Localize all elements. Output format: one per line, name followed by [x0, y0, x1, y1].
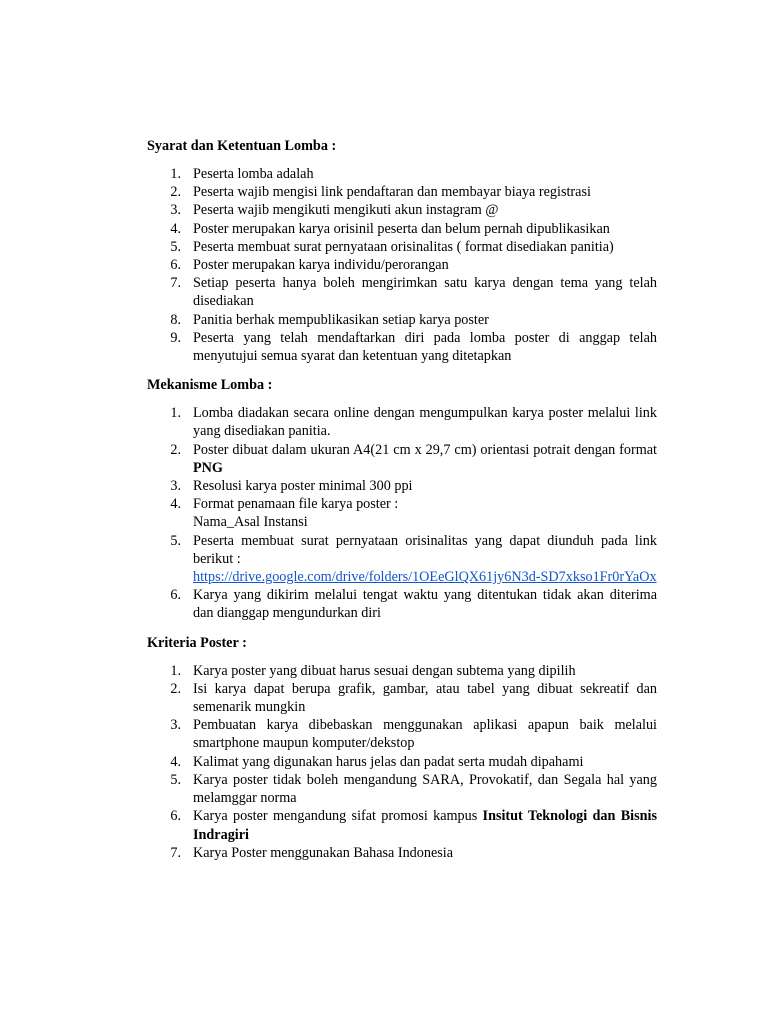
list-item: [147, 753, 657, 771]
list-number: 2.: [170, 680, 181, 697]
format-png-bold: PNG: [193, 459, 223, 476]
section-spacer: [147, 623, 657, 634]
list-number: 1.: [170, 166, 181, 182]
list-number: 2.: [170, 441, 181, 458]
list-item-text: Peserta yang telah mendaftarkan diri pada lomba poster di anggap telah menyutujui semua syarat dan ketentuan yang ditetapkan: [193, 329, 657, 365]
list-item-text: Poster dibuat dalam ukuran A4(21 cm x 29,7 cm) orientasi potrait dengan format: [193, 441, 657, 458]
list-item: [147, 495, 657, 531]
list-item: [147, 311, 657, 329]
list-item: [147, 716, 657, 752]
list-number: 7.: [170, 275, 181, 292]
list-number: 3.: [170, 202, 181, 219]
list-number: 2.: [170, 184, 181, 201]
section-title-kriteria: Kriteria Poster :: [147, 634, 247, 651]
list-number: 1.: [170, 405, 181, 422]
list-item: [147, 844, 657, 862]
list-item: [147, 165, 657, 183]
list-item: [147, 771, 657, 807]
list-item: [147, 477, 657, 495]
list-item-text: Setiap peserta hanya boleh mengirimkan satu karya dengan tema yang telah disediakan: [193, 275, 657, 310]
list-item-text: Isi karya dapat berupa grafik, gambar, atau tabel yang dibuat sekreatif dan semenarik mungkin: [193, 680, 657, 716]
section-title-syarat: Syarat dan Ketentuan Lomba :: [147, 138, 337, 154]
list-item-text: Pembuatan karya dibebaskan menggunakan aplikasi apapun baik melalui smartphone maupun komputer/dekstop: [193, 717, 657, 752]
list-item-text: Peserta wajib mengikuti mengikuti akun instagram @: [193, 202, 499, 219]
list-item-text: Peserta membuat surat pernyataan orisinalitas ( format disediakan panitia): [193, 238, 614, 255]
list-number: 1.: [170, 662, 181, 679]
list-item-text: Karya poster yang dibuat harus sesuai dengan subtema yang dipilih: [193, 662, 576, 679]
list-item-text: Peserta wajib mengisi link pendaftaran dan membayar biaya registrasi: [193, 184, 591, 201]
list-item-text: Kalimat yang digunakan harus jelas dan padat serta mudah dipahami: [193, 753, 584, 770]
list-number: 4.: [170, 496, 181, 513]
list-number: 7.: [170, 844, 181, 861]
list-item-text: Peserta membuat surat pernyataan orisinalitas yang dapat diunduh pada link berikut :: [193, 532, 657, 567]
list-number: 5.: [170, 532, 181, 549]
list-item: [147, 183, 657, 201]
list-number: 3.: [170, 717, 181, 734]
list-item-text: Poster merupakan karya orisinil peserta dan belum pernah dipublikasikan: [193, 220, 610, 237]
list-item-text: Karya yang dikirim melalui tengat waktu yang ditentukan tidak akan diterima dan dianggap mengundurkan diri: [193, 587, 657, 622]
list-number: 4.: [170, 220, 181, 237]
list-number: 8.: [170, 311, 181, 328]
list-item-text: Resolusi karya poster minimal 300 ppi: [193, 478, 413, 495]
list-item-text: Format penamaan file karya poster :: [193, 496, 399, 513]
list-number: 6.: [170, 587, 181, 604]
list-item-text: Karya Poster menggunakan Bahasa Indonesia: [193, 844, 454, 861]
list-number: 6.: [170, 808, 181, 825]
list-item: [147, 274, 657, 310]
list-number: 5.: [170, 771, 181, 788]
section-spacer: [147, 365, 657, 376]
list-kriteria: [147, 662, 657, 862]
list-item-text: Karya poster tidak boleh mengandung SARA, Provokatif, dan Segala hal yang melamggar norma: [193, 771, 657, 807]
list-item: [147, 662, 657, 680]
list-item-text: Karya poster mengandung sifat promosi kampus: [193, 808, 483, 825]
list-item: [147, 256, 657, 274]
list-number: 5.: [170, 238, 181, 255]
list-item: [147, 220, 657, 238]
list-item: [147, 238, 657, 256]
list-item-text: Panitia berhak mempublikasikan setiap karya poster: [193, 311, 489, 328]
campus-name-bold: Insitut Teknologi dan Bisnis Indragiri: [193, 808, 657, 843]
list-item: [147, 404, 657, 440]
document-body: [147, 137, 657, 862]
list-item-text: Peserta lomba adalah: [193, 166, 314, 182]
list-item: [147, 532, 657, 587]
list-item-text: Lomba diadakan secara online dengan mengumpulkan karya poster melalui link yang disediakan panitia.: [193, 405, 657, 440]
list-item: [147, 441, 657, 477]
list-item: [147, 201, 657, 219]
list-item: [147, 586, 657, 622]
list-mekanisme: [147, 404, 657, 622]
section-title-mekanisme: Mekanisme Lomba :: [147, 377, 273, 394]
list-number: 9.: [170, 329, 181, 346]
list-syarat: [147, 165, 657, 365]
list-item-text: Poster merupakan karya individu/perorangan: [193, 257, 449, 274]
file-naming-format: Nama_Asal Instansi: [193, 514, 308, 531]
list-number: 4.: [170, 753, 181, 770]
list-item: [147, 680, 657, 716]
list-number: 6.: [170, 257, 181, 274]
list-item: [147, 329, 657, 365]
list-item: [147, 807, 657, 843]
drive-link[interactable]: https://drive.google.com/drive/folders/1OEeGlQX61jy6N3d-SD7xkso1Fr0rYaOx: [193, 569, 657, 586]
list-number: 3.: [170, 478, 181, 495]
